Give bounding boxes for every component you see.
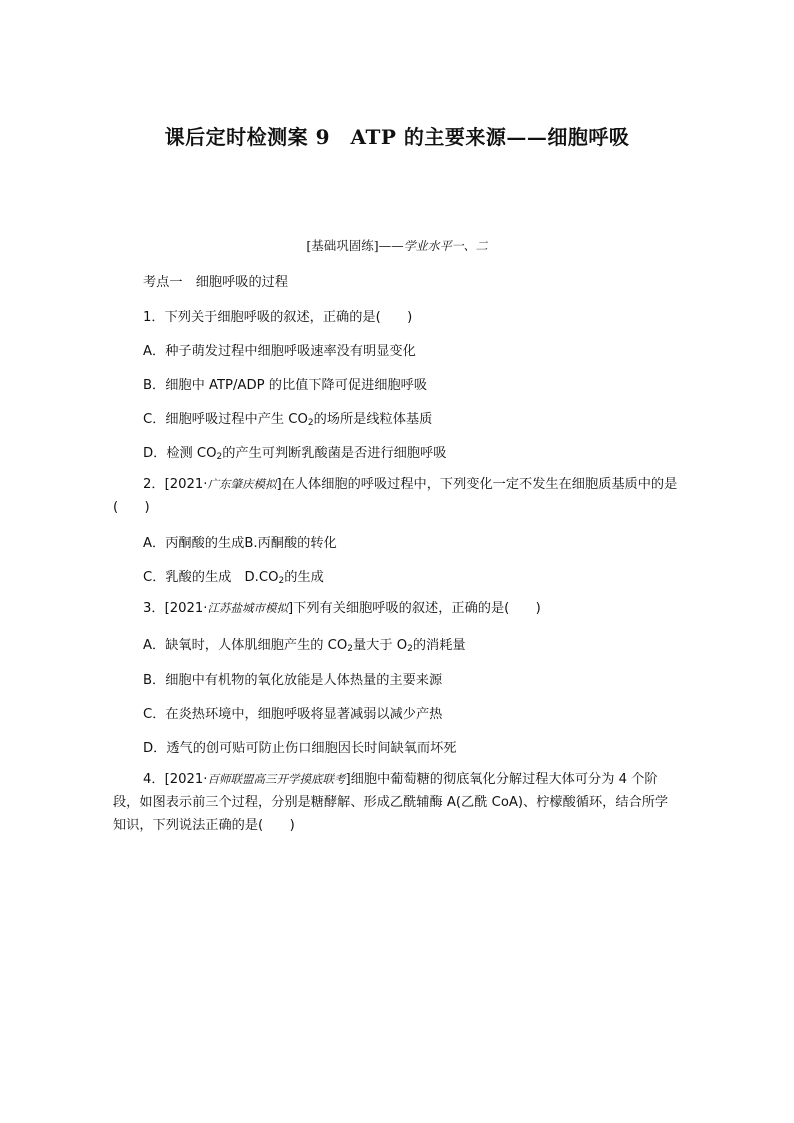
option-text: 量大于 O [352, 638, 408, 653]
question-1-stem: 1．下列关于细胞呼吸的叙述，正确的是( ) [143, 310, 413, 325]
question-1-option-b: B．细胞中 ATP/ADP 的比值下降可促进细胞呼吸 [143, 378, 428, 393]
subscript: 2 [407, 644, 413, 654]
section-heading [0, 236, 794, 254]
subscript: 2 [347, 644, 353, 654]
question-3-option-b: B．细胞中有机物的氧化放能是人体热量的主要来源 [143, 673, 443, 688]
option-text: 的消耗量 [412, 638, 466, 653]
subscript: 2 [216, 452, 223, 462]
question-text: ]在人体细胞的呼吸过程中，下列变化一定不发生在细胞质基质中的是( ) [113, 477, 678, 515]
subscript: 2 [307, 418, 314, 428]
question-text: ]细胞中葡萄糖的彻底氧化分解过程大体可分为 4 个阶段，如图表示前三个过程，分别是糖酵解、形成乙酰辅酶 A(乙酰 CoA)、柠檬酸循环，结合所学知识，下列说法正确的是( ) [113, 772, 669, 833]
question-3-option-d: D．透气的创可贴可防止伤口细胞因长时间缺氧而坏死 [143, 741, 457, 756]
option-text: A．缺氧时，人体肌细胞产生的 CO [143, 638, 348, 653]
option-text: C．乳酸的生成 D.CO [143, 570, 279, 585]
option-text: 的生成 [284, 570, 324, 585]
option-text: C．细胞呼吸过程中产生 CO [143, 412, 308, 427]
question-number: 4．[2021· [143, 772, 208, 787]
question-1-option-c [143, 408, 432, 428]
topic-heading: 考点一 细胞呼吸的过程 [143, 275, 289, 290]
question-source: 江苏盐城市模拟 [207, 601, 288, 615]
question-2-options-cd [143, 566, 324, 586]
question-3-option-a [143, 634, 466, 654]
option-text: 的产生可判断乳酸菌是否进行细胞呼吸 [222, 446, 447, 461]
question-2-stem [113, 473, 681, 519]
question-source: 百师联盟高三开学摸底联考 [207, 772, 346, 786]
page-title: 课后定时检测案 9 ATP 的主要来源——细胞呼吸 [164, 125, 630, 149]
section-level: 学业水平一、二 [403, 239, 488, 253]
subscript: 2 [278, 576, 285, 586]
option-text: D．检测 CO [143, 446, 217, 461]
question-text: ]下列有关细胞呼吸的叙述，正确的是( ) [287, 601, 541, 616]
question-number: 3．[2021· [143, 601, 208, 616]
question-3-stem [113, 597, 681, 620]
question-source: 广东肇庆模拟 [207, 477, 277, 491]
question-number: 2．[2021· [143, 477, 208, 492]
question-1-option-a: A．种子萌发过程中细胞呼吸速率没有明显变化 [143, 344, 416, 359]
question-1-option-d [143, 442, 446, 462]
question-2-options-ab: A．丙酮酸的生成B.丙酮酸的转化 [143, 536, 337, 551]
question-3-option-c: C．在炎热环境中，细胞呼吸将显著减弱以减少产热 [143, 707, 443, 722]
question-4-stem [113, 768, 681, 837]
option-text: 的场所是线粒体基质 [313, 412, 433, 427]
section-bracket: [基础巩固练]—— [306, 238, 404, 253]
